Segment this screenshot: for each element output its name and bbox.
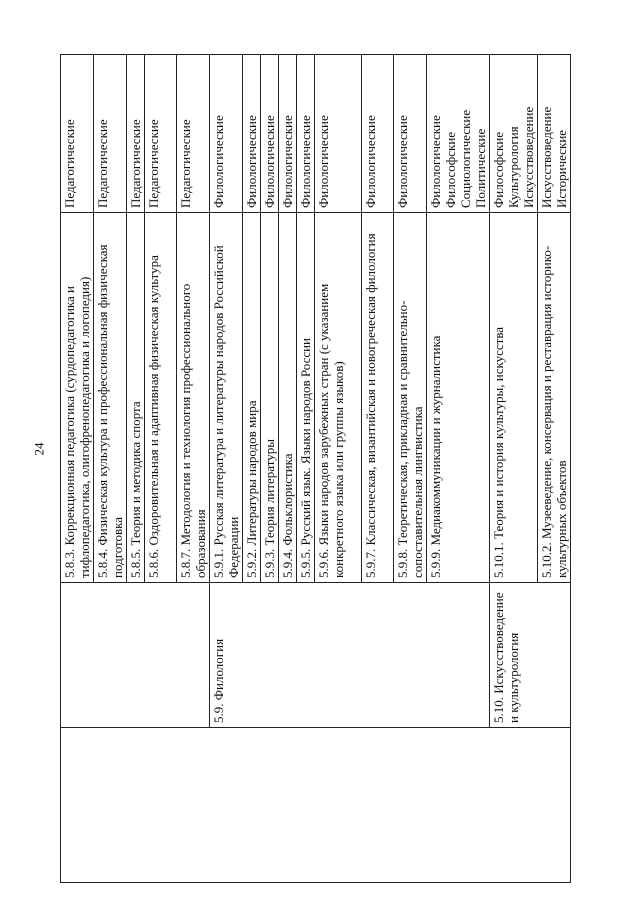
fields-cell [243, 55, 261, 213]
specialty-cell: 5.8.4. Физическая культура и профессиональная физическая подготовка [94, 213, 127, 583]
field-label: Филологические [363, 115, 378, 208]
fields-cell [362, 55, 394, 213]
specialty-cell: 5.9.3. Теория литературы [261, 213, 279, 583]
field-label: Педагогические [178, 119, 193, 208]
field-label: Педагогические [128, 119, 143, 208]
field-label: Культурология [506, 126, 521, 208]
specialty-cell: 5.10.2. Музееведение, консервация и реставрация историко-культурных объектов [538, 213, 571, 583]
fields-cell [94, 55, 127, 213]
specialty-cell: 5.9.9. Медиакоммуникации и журналистика [427, 213, 490, 583]
field-label: Исторические [554, 129, 569, 208]
specialty-cell: 5.9.5. Русский язык. Языки народов России [297, 213, 315, 583]
group-cell-art-studies: 5.10. Искусствоведение и культурология [490, 583, 571, 728]
field-label: Филологические [244, 115, 259, 208]
specialty-cell: 5.8.3. Коррекционная педагогика (сурдопедагогика и тифлопедагогика, олигофренопедагогика и логопедия) [61, 213, 94, 583]
fields-cell [210, 55, 243, 213]
specialty-cell: 5.9.7. Классическая, византийская и новогреческая филология [362, 213, 394, 583]
field-label: Искусствоведение [539, 106, 554, 208]
field-label: Философские [443, 131, 458, 208]
fields-cell [538, 55, 571, 213]
fields-cell [490, 55, 538, 213]
blank-column-cell [61, 728, 571, 883]
field-label: Искусствоведение [521, 106, 536, 208]
specialty-cell: 5.8.5. Теория и методика спорта [127, 213, 145, 583]
field-label: Филологические [395, 115, 410, 208]
fields-cell [427, 55, 490, 213]
field-label: Педагогические [62, 119, 77, 208]
fields-cell [145, 55, 177, 213]
field-label: Филологические [280, 115, 295, 208]
specialty-cell: 5.9.1. Русская литература и литературы народов Российской Федерации [210, 213, 243, 583]
specialty-cell: 5.9.8. Теоретическая, прикладная и сравнительно-сопоставительная лингвистика [394, 213, 427, 583]
specialty-cell: 5.9.2. Литературы народов мира [243, 213, 261, 583]
fields-cell [315, 55, 362, 213]
field-label: Филологические [211, 115, 226, 208]
specialty-cell: 5.10.1. Теория и история культуры, искусства [490, 213, 538, 583]
fields-cell [394, 55, 427, 213]
field-label: Филологические [298, 115, 313, 208]
group-cell-5-8-continued [61, 583, 210, 728]
fields-cell [127, 55, 145, 213]
field-label: Философские [491, 131, 506, 208]
field-label: Филологические [262, 115, 277, 208]
field-label: Филологические [316, 115, 331, 208]
specialty-cell: 5.9.6. Языки народов зарубежных стран (с указанием конкретного языка или группы языков) [315, 213, 362, 583]
fields-cell [177, 55, 210, 213]
fields-cell [261, 55, 279, 213]
page-number: 24 [31, 442, 47, 456]
rotated-table-container [60, 55, 573, 883]
fields-cell [279, 55, 297, 213]
fields-cell [297, 55, 315, 213]
specialties-table [60, 54, 571, 883]
table-row [61, 55, 94, 883]
field-label: Педагогические [146, 119, 161, 208]
field-label: Социологические [458, 109, 473, 208]
specialty-cell: 5.9.4. Фольклористика [279, 213, 297, 583]
field-label: Педагогические [95, 119, 110, 208]
fields-cell [61, 55, 94, 213]
field-label: Филологические [428, 115, 443, 208]
specialty-cell: 5.8.6. Оздоровительная и адаптивная физическая культура [145, 213, 177, 583]
field-label: Политические [473, 128, 488, 208]
group-cell-philology: 5.9. Филология [210, 583, 490, 728]
document-sheet [60, 55, 573, 883]
specialty-cell: 5.8.7. Методология и технология профессионального образования [177, 213, 210, 583]
